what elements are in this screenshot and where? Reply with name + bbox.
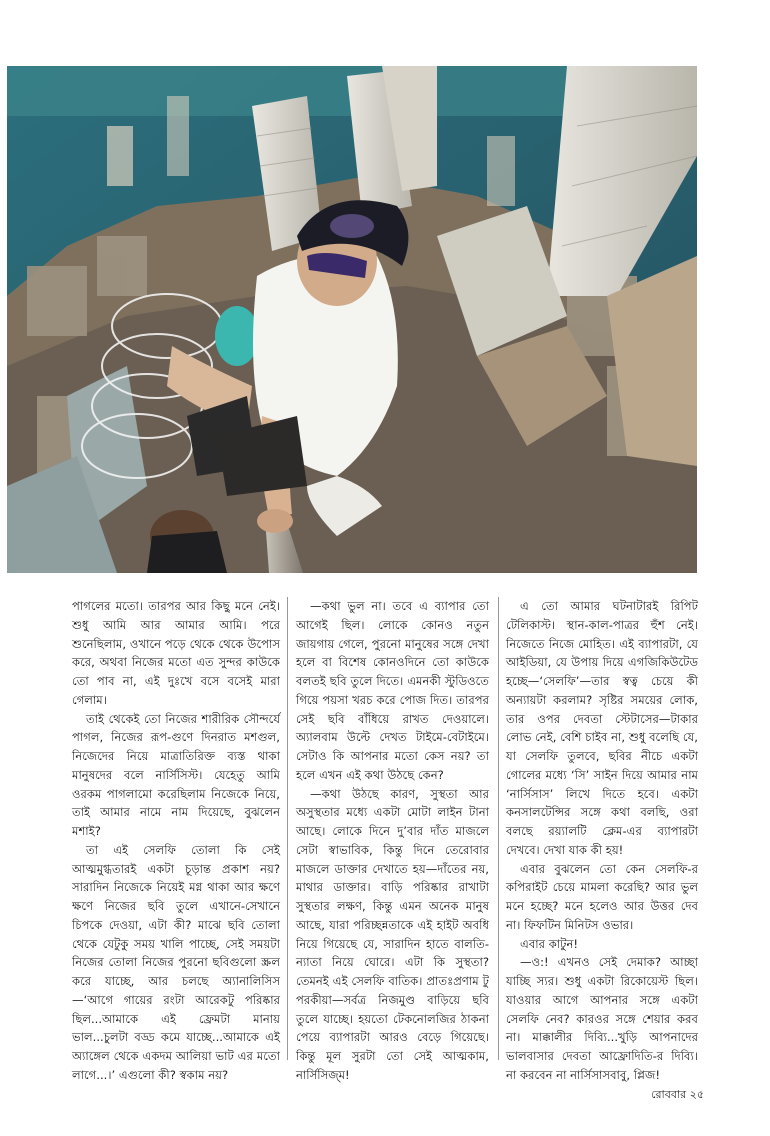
paragraph: পাগলের মতো। তারপর আর কিছু মনে নেই। শুধু আমি আর আমার আমি। পরে শুনেছিলাম, ওখানে পড়ে থেকে থেকে উপোস করে, অথবা নিজের মতো এত সুন্দর কাউকে তো পাব না, এই দুঃখে বসে বসেই মারা গেলাম। bbox=[72, 599, 280, 707]
column-rule bbox=[498, 597, 499, 1060]
paragraph: এবার কাটুন! bbox=[520, 936, 579, 951]
paragraph: —কথা উঠছে কারণ, সুস্থতা আর অসুস্থতার মধ্যে একটা মোটা লাইন টানা আছে। লোকে দিনে দু’বার দাঁত মাজলে সেটা স্বাভাবিক, কিন্তু দিনে তেরোবার মাজলে ডাক্তার দেখাতে হয়—দাঁতের নয়, মাথার ডাক্তার। বাড়ি পরিষ্কার রাখাটা সুস্থতার লক্ষণ, কিন্তু এমন অনেক মানুষ আছে, যারা পরিচ্ছন্নতাকে এই হাইট অবধি নিয়ে গিয়েছে যে, সারাদিন হাতে বালতি-ন্যাতা নিয়ে ঘোরে। এটা কি সুস্থতা? তেমনই এই সেলফি বাতিক। প্রাতঃপ্রণাম টু পরকীয়া—সর্বত্র নিজমুণ্ড বাড়িয়ে ছবি তুলে যাচ্ছে। হয়তো টেকনোলজির ঠাকনা পেয়ে ব্যাপারটা আরও বেড়ে গিয়েছে। কিন্তু মূল সুরটা তো সেই আত্মকাম, নার্সিসিজ্‌ম! bbox=[296, 786, 489, 1082]
photo-illustration bbox=[7, 66, 697, 573]
page-folio: রোববার ২৫ bbox=[651, 1088, 704, 1101]
text-column-1 bbox=[72, 597, 280, 1082]
paragraph: এবার বুঝলেন তো কেন সেলফি-র কপিরাইট চেয়ে মামলা করেছি? আর ভুল মনে হচ্ছে? মনে হলেও আর উত্তর দেব না। ফিফটিন মিনিটস ওভার। bbox=[506, 861, 698, 932]
paragraph: এ তো আমার ঘটনাটারই রিপিট টেলিকাস্ট। স্থান-কাল-পাত্রর হুঁশ নেই। নিজেতে নিজে মোহিত। এই ব্যাপারটা, যে আইডিয়া, যে উপায় দিয়ে এগজিকিউটেড হচ্ছে—‘সেলফি’—তার স্বত্ব চেয়ে কী অন্যায়টা করলাম? সৃষ্টির সময়ের লোক, তার ওপর দেবতা স্টেটাসের—টাকার লোভ নেই, বেশি চাইব না, শুধু বলেছি যে, যা সেলফি তুলবে, ছবির নীচে একটা গোলের মধ্যে ‘সি’ সাইন দিয়ে আমার নাম ‘নার্সিসাস’ লিখে দিতে হবে। একটা কনসালটেন্সির সঙ্গে কথা বলছি, ওরা বলছে রয়্যালটি ক্লেম-এর ব্যাপারটা দেখবে। দেখা যাক কী হয়! bbox=[506, 599, 698, 857]
paragraph: তা এই সেলফি তোলা কি সেই আত্মমুগ্ধতারই একটা চূড়ান্ত প্রকাশ নয়? সারাদিন নিজেকে নিয়েই মগ্ন থাকা আর ক্ষণে ক্ষণে নিজের ছবি তুলে এখানে-সেখানে চিপকে দেওয়া, এটা কী? মাঝে ছবি তোলা থেকে যেটুকু সময় খালি পাচ্ছে, সেই সময়টা নিজের তোলা নিজের পুরনো ছবিগুলো স্ক্রল করে যাচ্ছে, আর চলছে অ্যানালিসিস—‘আগে গায়ের রংটা আরেকটু পরিষ্কার ছিল...আমাকে এই ফ্রেমটা মানায় ভাল...চুলটা বড্ড কমে যাচ্ছে...আমাকে এই অ্যাঙ্গেল থেকে একদম আলিয়া ভাট এর মতো লাগে...।’ এগুলো কী? স্বকাম নয়? bbox=[72, 842, 280, 1082]
paragraph: —কথা ভুল না। তবে এ ব্যাপার তো আগেই ছিল। লোকে কোনও নতুন জায়গায় গেলে, পুরনো মানুষের সঙ্গে দেখা হলে বা বিশেষ কোনওদিনে তো কাউকে বলতই ছবি তুলে দিতে। এমনকী স্টুডিওতে গিয়ে পয়সা খরচ করে পোজ দিত। তারপর সেই ছবি বাঁধিয়ে রাখত দেওয়ালে। অ্যালবাম উল্টে দেখত টাইমে-বেটাইমে। সেটাও কি আপনার মতো কেস নয়? তা হলে এখন এই কথা উঠছে কেন? bbox=[296, 599, 489, 782]
paragraph: তাই থেকেই তো নিজের শারীরিক সৌন্দর্যে পাগল, নিজের রূপ-গুণে দিনরাত মশগুল, নিজেদের নিয়ে মাত্রাতিরিক্ত ব্যস্ত থাকা মানুষদের বলে নার্সিসিস্ট। যেহেতু আমি ওরকম পাগলামো করেছিলাম নিজেকে নিয়ে, তাই আমার নামে নাম দিয়েছে, বুঝলেন মশাই? bbox=[72, 711, 280, 838]
selfie-photo bbox=[7, 66, 697, 573]
text-column-2 bbox=[296, 597, 489, 1082]
text-column-3 bbox=[506, 597, 698, 1082]
column-rule bbox=[287, 597, 288, 1060]
paragraph: —ও:! এখনও সেই দেমাক? আচ্ছা যাচ্ছি স্যর। শুধু একটা রিকোয়েস্ট ছিল। যাওয়ার আগে আপনার সঙ্গে একটা সেলফি নেব? কারওর সঙ্গে শেয়ার করব না। মাক্কালীর দিব্যি...খুড়ি আপনাদের ভালবাসার দেবতা আফ্রোদিতি-র দিব্যি। না করবেন না নার্সিসাসবাবু, প্লিজ! bbox=[506, 955, 698, 1082]
